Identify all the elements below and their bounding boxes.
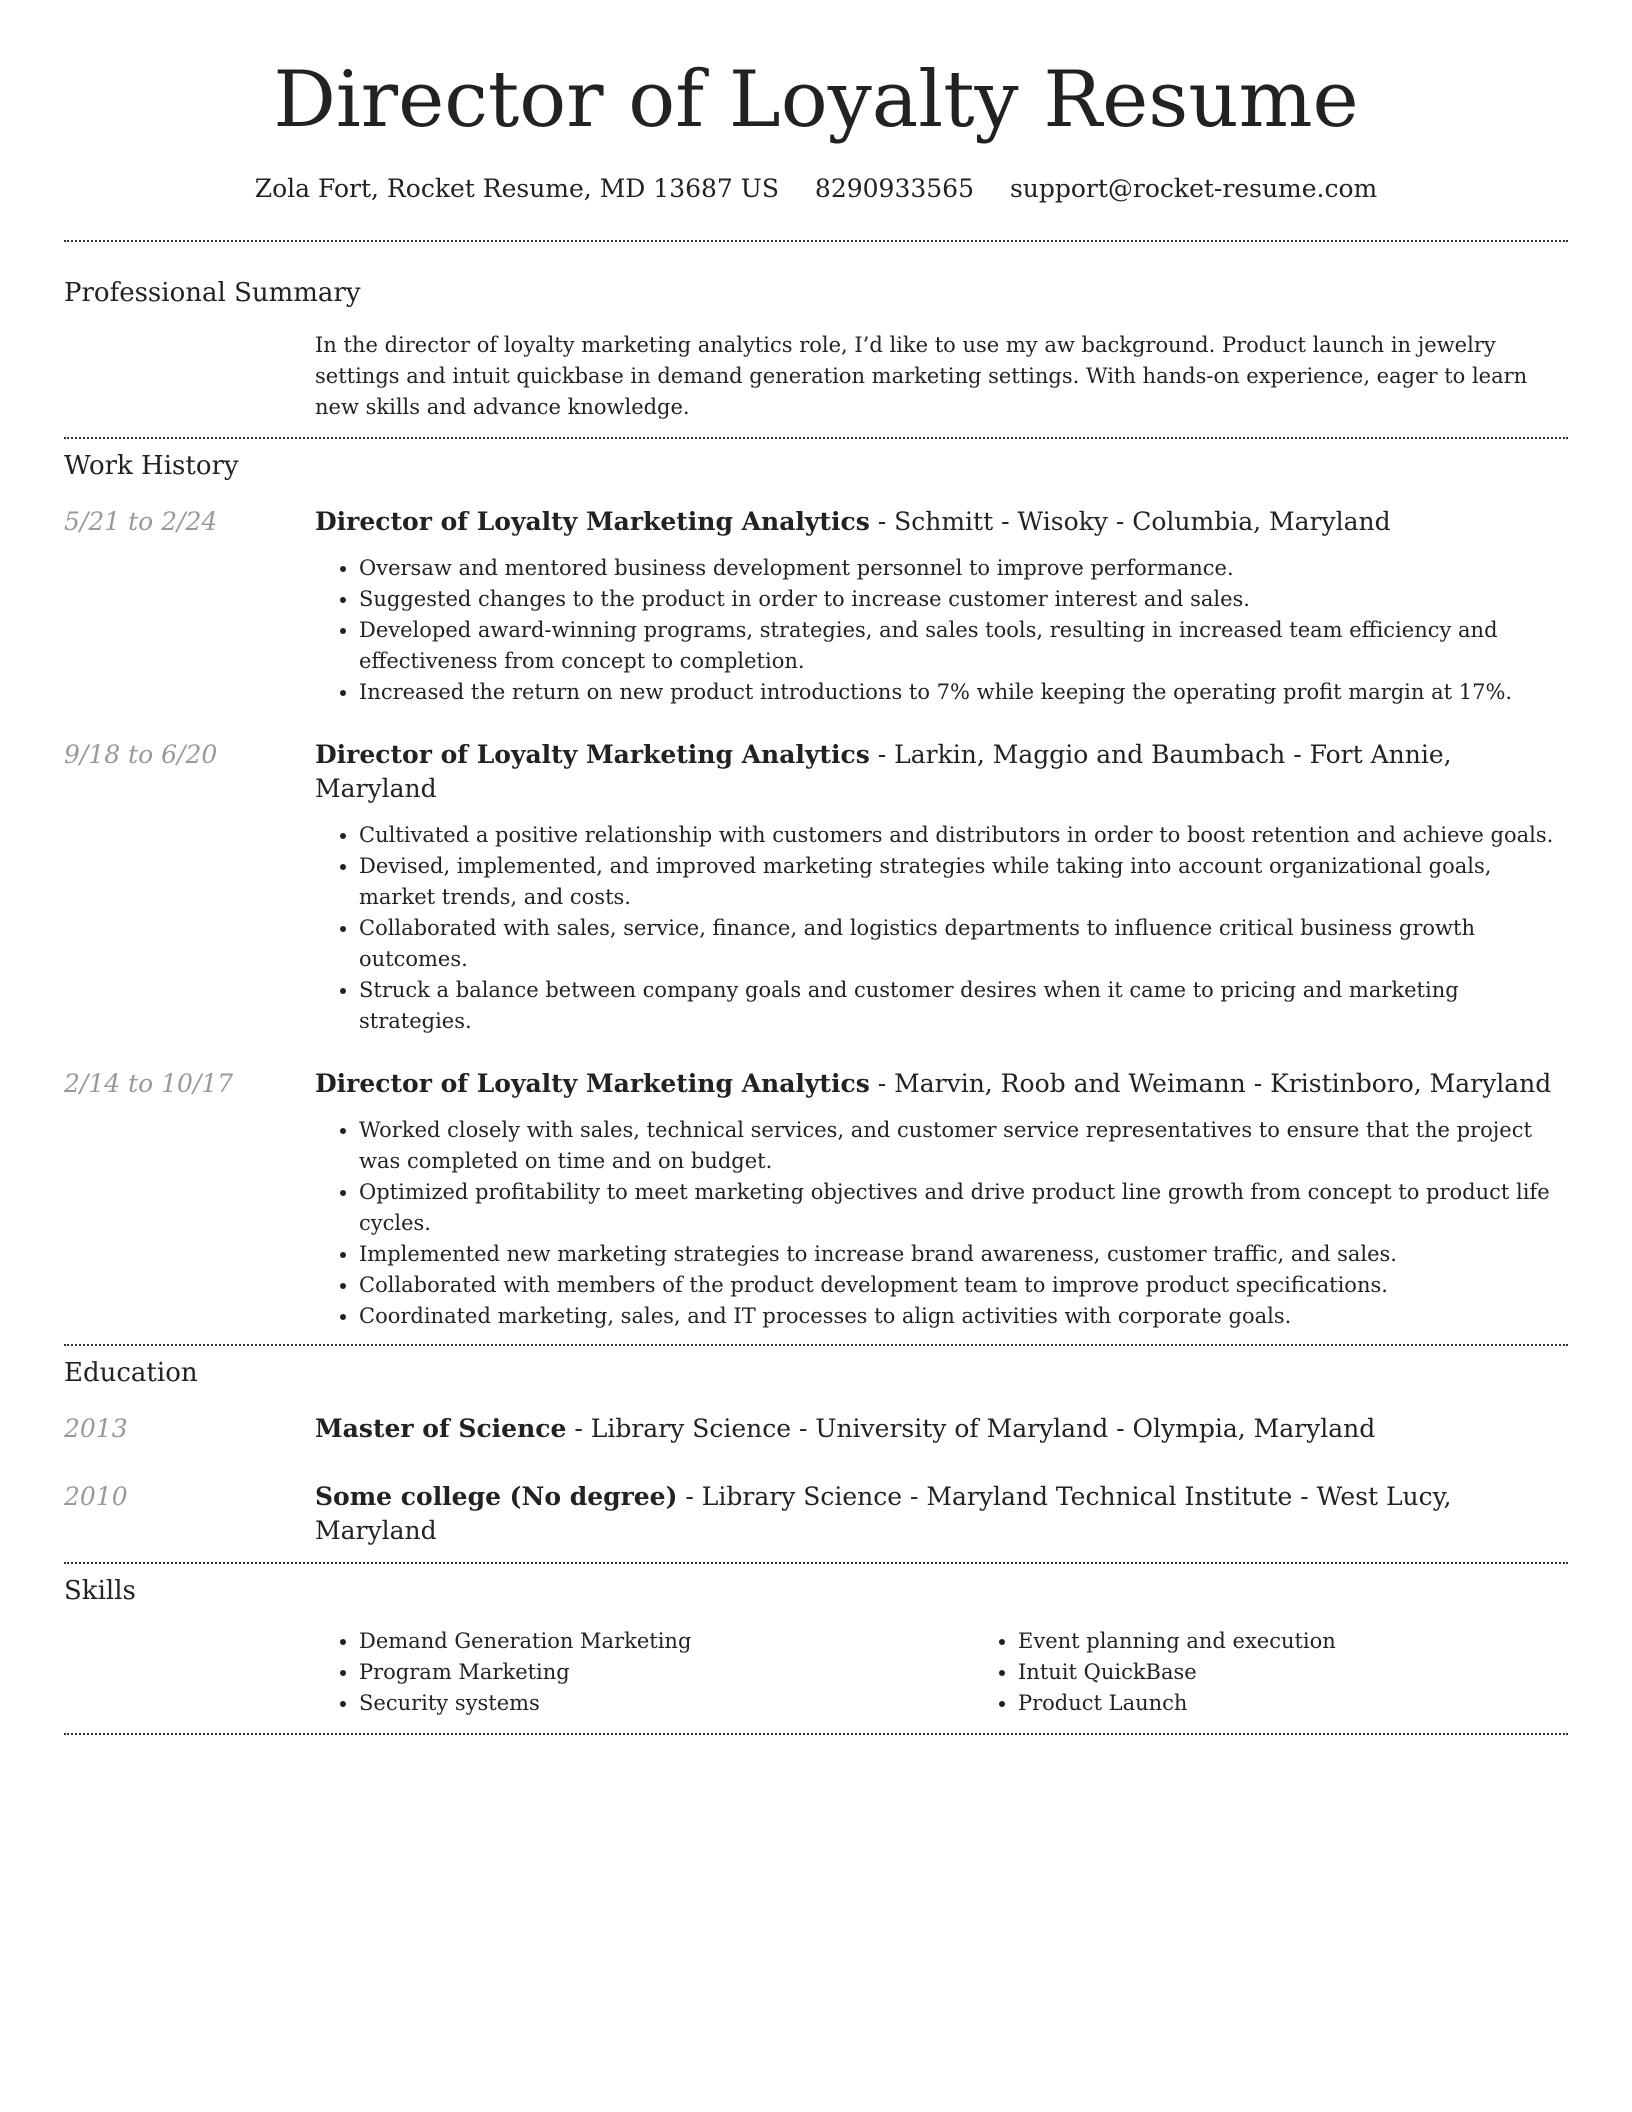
education-year: 2013	[64, 1414, 128, 1443]
job-role: Director of Loyalty Marketing Analytics	[315, 1069, 870, 1098]
job-entry	[64, 1067, 1568, 1332]
list-item: • Increased the return on new product introductions to 7% while keeping the operating profit margin at 17%.	[359, 677, 1568, 708]
contact-phone: 8290933565	[814, 174, 974, 203]
education-entry	[64, 1412, 1568, 1446]
education-details: - Library Science - Maryland Technical Institute - West Lucy, Maryland	[315, 1482, 1452, 1545]
education-degree: Master of Science	[315, 1414, 567, 1443]
divider	[64, 1733, 1568, 1735]
job-title	[315, 738, 1568, 806]
job-employer: - Larkin, Maggio and Baumbach - Fort Annie, Maryland	[315, 740, 1452, 803]
list-item: • Optimized profitability to meet marketing objectives and drive product line growth from concept to product life cycles.	[359, 1177, 1568, 1239]
job-employer: - Marvin, Roob and Weimann - Kristinboro, Maryland	[869, 1069, 1552, 1098]
skill-item: • Demand Generation Marketing	[359, 1626, 974, 1657]
job-title	[315, 1067, 1568, 1101]
resume-header	[64, 0, 1568, 206]
section-title-education: Education	[64, 1358, 198, 1388]
list-item: • Cultivated a positive relationship with customers and distributors in order to boost retention and achieve goals.	[359, 820, 1568, 851]
job-bullets	[315, 820, 1568, 1037]
job-entry	[64, 505, 1568, 708]
list-item: • Suggested changes to the product in order to increase customer interest and sales.	[359, 584, 1568, 615]
education-title	[315, 1412, 1568, 1446]
job-dates: 2/14 to 10/17	[64, 1069, 234, 1098]
list-item: • Implemented new marketing strategies to increase brand awareness, customer traffic, and sales.	[359, 1239, 1568, 1270]
contact-address: Zola Fort, Rocket Resume, MD 13687 US	[254, 174, 779, 203]
section-title-work-history: Work History	[64, 451, 239, 481]
skill-item: • Security systems	[359, 1688, 974, 1719]
job-dates: 9/18 to 6/20	[64, 740, 218, 769]
job-role: Director of Loyalty Marketing Analytics	[315, 740, 870, 769]
skills-grid	[315, 1626, 1632, 1719]
job-bullets	[315, 553, 1568, 708]
section-title-skills: Skills	[64, 1576, 136, 1606]
education-year: 2010	[64, 1482, 128, 1511]
education-section	[64, 1346, 1568, 1562]
education-title	[315, 1480, 1568, 1548]
list-item: • Developed award-winning programs, strategies, and sales tools, resulting in increased team efficiency and effectiveness from concept to completion.	[359, 615, 1568, 677]
job-employer: - Schmitt - Wisoky - Columbia, Maryland	[869, 507, 1391, 536]
work-history-section	[64, 439, 1568, 1344]
job-dates: 5/21 to 2/24	[64, 507, 218, 536]
skill-item: • Product Launch	[1018, 1688, 1632, 1719]
skills-section	[64, 1564, 1568, 1733]
resume-title: Director of Loyalty Resume	[273, 55, 1359, 145]
list-item: • Collaborated with members of the product development team to improve product specifications.	[359, 1270, 1568, 1301]
education-details: - Library Science - University of Maryland - Olympia, Maryland	[566, 1414, 1376, 1443]
education-degree: Some college (No degree)	[315, 1482, 678, 1511]
contact-email: support@rocket-resume.com	[1009, 174, 1378, 203]
list-item: • Struck a balance between company goals and customer desires when it came to pricing and marketing strategies.	[359, 975, 1568, 1037]
section-title-summary: Professional Summary	[64, 278, 361, 308]
contact-line	[64, 172, 1568, 206]
list-item: • Collaborated with sales, service, finance, and logistics departments to influence critical business growth outcomes.	[359, 913, 1568, 975]
list-item: • Devised, implemented, and improved marketing strategies while taking into account organizational goals, market trends, and costs.	[359, 851, 1568, 913]
list-item: • Worked closely with sales, technical services, and customer service representatives to ensure that the project was completed on time and on budget.	[359, 1115, 1568, 1177]
job-title	[315, 505, 1568, 539]
skill-item: • Event planning and execution	[1018, 1626, 1632, 1657]
skills-list-right	[974, 1626, 1632, 1719]
summary-section	[64, 242, 1568, 437]
list-item: • Oversaw and mentored business development personnel to improve performance.	[359, 553, 1568, 584]
job-bullets	[315, 1115, 1568, 1332]
skill-item: • Program Marketing	[359, 1657, 974, 1688]
job-entry	[64, 738, 1568, 1037]
list-item: • Coordinated marketing, sales, and IT processes to align activities with corporate goals.	[359, 1301, 1568, 1332]
skills-list-left	[315, 1626, 974, 1719]
summary-text: In the director of loyalty marketing analytics role, I’d like to use my aw background. Product launch in jewelry settings and intuit quickbase in demand generation marketing settings. With hands-on experience, eager to learn new skills and advance knowledge.	[315, 333, 1528, 419]
education-entry	[64, 1480, 1568, 1548]
skill-item: • Intuit QuickBase	[1018, 1657, 1632, 1688]
job-role: Director of Loyalty Marketing Analytics	[315, 507, 870, 536]
